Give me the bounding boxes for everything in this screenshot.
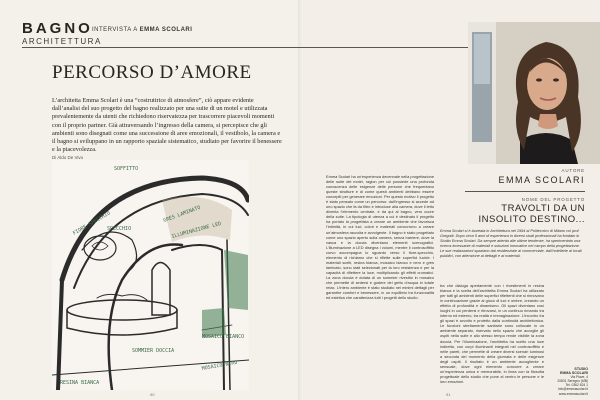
sketch-label-5: MOSAICO BIANCO [202,334,245,340]
author-rule [465,191,585,192]
project-label: NOME DEL PROGETTO [521,196,585,202]
article-column-1 [326,174,434,388]
studio-contact [548,367,588,396]
project-name-line-2: INSOLITO DESTINO... [478,213,585,225]
column-1-text: Emma Scolari ha un’esperienza decennale nella progettazione delle suite dei motel, ragion per cui possiede una profonda conoscenza delle esigenze delle persone che frequentano queste strutture e di come questi ambienti debbano essere concepiti per generare emozioni. Per questo motivo il progetto è stato pensato come un percorso: dall’ingresso si accede ad uno spazio che fa da filtro e introduce alla camera, dove il letto diventa l’elemento centrale, e da qui al bagno, vero cuore della suite. La tipologia di utenza a cui è destinato il progetto ha portato la progettista a creare un ambiente che favorisca l’intimità, in cui luci, colori e materiali concorrono a creare un’atmosfera raccolta e avvolgente. Il bagno è stato progettato come uno spazio aperto sulla camera, senza barriere, dove la vasca e la doccia diventano elementi scenografici. L’illuminazione a LED disegna i volumi, mentre il controsoffitto curvo accompagna lo sguardo verso il fiore-specchio, elemento di richiamo che si riflette sulle superfici lucide. I materiali scelti, resina bianca, mosaico bianco e nero e gres laminato, sono stati selezionati per la loro resistenza e per la capacità di riflettere la luce, moltiplicando gli effetti cromatici. La zona doccia è dotata di un sommier rivestito in mosaico che permette di sedersi e godere del getto d’acqua in totale relax. L’intero ambiente è stato studiato nei minimi dettagli per garantire comfort e benessere, in un equilibrio tra funzionalità ed estetica che caratterizza tutti i progetti dello studio. [326,174,434,301]
studio-line-2: 20831 Seregno (MB) [557,379,588,384]
project-name [440,203,585,225]
sketch-label-3: GRES LAMINATO [162,204,202,224]
studio-name: EMMA SCOLARI [559,371,588,376]
section-subtitle [92,27,192,33]
project-name-line-1: TRAVOLTI DA UN [501,202,585,214]
studio-line-5: www.emmascolari.it [558,391,588,396]
author-bio: Emma Scolari si è laureata in Architettura nel 1994 al Politecnico di Milano col prof. Gregotti. Dopo circa 5 anni di esperienza in diversi studi professionali ha fondato lo Studio Emma Scolari. Da sempre attenta alle ultime tendenze, ha sperimentato una ricerca incessante di materiali e soluzioni innovative nel campo della progettazione. Le sue realizzazioni spaziano dal residenziale al commerciale, dall’hotellerie ai locali pubblici, con attenzione ai dettagli e ai materiali. [440,229,582,258]
sketch-label-1: FIORE SPECCHIO [72,210,112,237]
article-column-2 [440,283,544,388]
article-intro: L’architetta Emma Scolari è una “costruttrice di atmosfere”, ciò appare evidente dall’analisi del suo progetto del bagno realizzato per una suite di un motel e utilizzata prevalentemente da utenti che richiedono riservatezza per trascorrere piacevoli momenti con il proprio partner. Già attraversando l’ingresso della camera, si percepisce che gli ambienti sono disegnati come una successione di aree emozionali, il vestibolo, la camera e il bagno si sviluppano in un rapporto spaziale sistematico, studiato per favorire il benessere e la piacevolezza. [52,97,282,154]
article-title: PERCORSO D’AMORE [52,62,252,83]
portrait-image [468,22,600,164]
sketch-label-2: SPECCHIO [107,226,132,232]
page-number-right: 91 [446,392,451,397]
studio-line-1: Via Piave, 4 [570,375,588,380]
section-title: BAGNO [22,20,93,37]
sketch-label-4: ILLUMINAZIONE LED [170,220,222,240]
author-label: AUTORE [561,168,585,173]
bathroom-sketch [52,160,249,390]
author-name: EMMA SCOLARI [498,175,585,185]
sketch-label-0: SOFFITTO [114,166,139,172]
sketch-label-7: MOSAICO NERO [201,359,238,372]
sketch-label-8: RESINA BIANCA [60,380,100,386]
author-box [440,168,585,225]
subtitle-prefix: INTERVISTA A [92,27,138,33]
studio-title: STUDIO [574,367,588,371]
page-fold [298,0,302,400]
sketch-drawing [52,160,249,390]
column-2-text: tra che dialoga apertamente con i rivestimenti in resina bianca e la scelta dell’architetta Emma Scolari ha utilizzato per tutti gli ambienti delle superfici riflettenti che si rinnovano in continuazione grazie al gioco di luci e ombre, creando un effetto di profondità e dinamismo. Gli spazi diventano così luoghi in cui perdersi e ritrovarsi, in un continuo rimando tra interno ed esterno, tra realtà e immaginazione. L’incontro tra gli spazi è avvolto e protetto dalla continuità architettonica. Le funzioni strettamente sanitarie sono collocate in un ambiente separato, riservato nello spazio che accoglie gli ospiti nella suite e allo stesso tempo rende visibile la zona doccia. Per l’illuminazione, l’architetta ha scelto una luce indiretta, con corpi illuminanti integrati nel controsoffitto e nelle pareti, che permette di creare diversi scenari luminosi a seconda del momento della giornata e delle esigenze degli ospiti. Il risultato è un ambiente accogliente e sensuale, dove ogni elemento concorre a creare un’esperienza unica e memorabile, in linea con la filosofia progettuale dello studio che pone al centro le persone e le loro emozioni. [440,283,544,384]
subtitle-name: EMMA SCOLARI [139,27,193,33]
article-byline: Di Aldo De Vivo [52,155,84,160]
sketch-label-6: SOMMIER DOCCIA [132,348,175,354]
studio-line-3: Tel. 0362 624 1 [565,383,588,388]
page-number-left: 90 [150,392,155,397]
section-category: ARCHITETTURA [22,37,102,46]
author-photo [468,22,600,164]
studio-line-4: info@emmascolari.it [558,387,588,392]
